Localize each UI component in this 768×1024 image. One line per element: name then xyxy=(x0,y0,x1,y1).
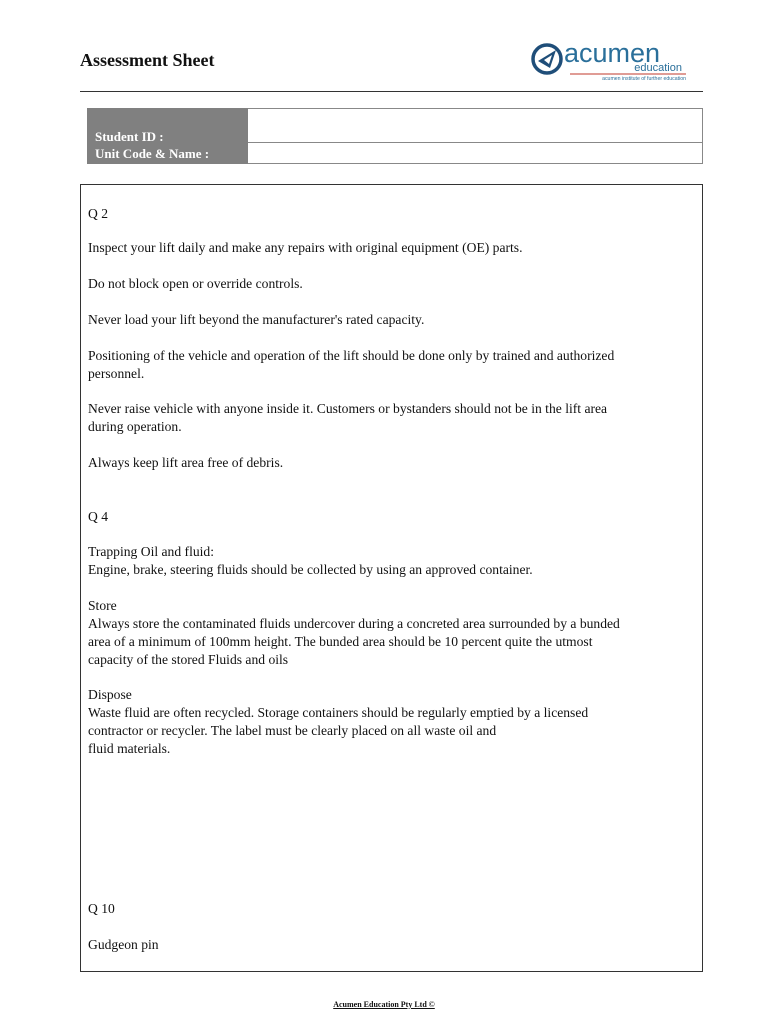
page-title: Assessment Sheet xyxy=(80,50,215,70)
q2-answer-paragraph: Always keep lift area free of debris. xyxy=(88,455,284,470)
logo-sub-text: education xyxy=(634,62,682,74)
logo-brand-text: acumen xyxy=(564,38,661,68)
student-id-label: Student ID : xyxy=(88,109,248,143)
logo-emblem-icon xyxy=(533,45,561,73)
footer-copyright: Acumen Education Pty Ltd © xyxy=(333,1000,435,1009)
q10-answer-paragraph: Gudgeon pin xyxy=(88,937,159,952)
q4-answer-paragraph: Dispose Waste fluid are often recycled. Storage containers should be regularly emptied by a licensed contractor or recycler. The label must be clearly placed on all waste oil and fluid materials. xyxy=(88,687,589,756)
unit-code-name-field[interactable] xyxy=(248,143,703,164)
q4-answer-paragraph: Trapping Oil and fluid: Engine, brake, steering fluids should be collected by using an approved container. xyxy=(88,544,533,577)
q2-answer-paragraph: Inspect your lift daily and make any repairs with original equipment (OE) parts. xyxy=(88,240,523,255)
q2-answer-paragraph: Do not block open or override controls. xyxy=(88,276,303,291)
q4-answer-paragraph: Store Always store the contaminated fluids undercover during a concreted area surrounded by a bunded area of a minimum of 100mm height. The bunded area should be 10 percent quite the utmost capacity of the stored Fluids and oils xyxy=(88,598,620,667)
acumen-logo xyxy=(530,38,690,82)
header-divider xyxy=(80,91,703,92)
q2-answer-paragraph: Positioning of the vehicle and operation of the lift should be done only by trained and authorized personnel. xyxy=(88,348,615,381)
answer-box xyxy=(80,184,703,972)
q2-answer-paragraph: Never raise vehicle with anyone inside it. Customers or bystanders should not be in the lift area during operation. xyxy=(88,401,608,434)
q2-heading: Q 2 xyxy=(88,206,109,221)
unit-code-name-label: Unit Code & Name : xyxy=(88,143,248,164)
q4-heading: Q 4 xyxy=(88,509,109,524)
logo-tagline-text: acumen institute of further education xyxy=(602,76,686,82)
student-id-field[interactable] xyxy=(248,109,703,143)
student-info-table xyxy=(87,108,703,164)
q2-answer-paragraph: Never load your lift beyond the manufacturer's rated capacity. xyxy=(88,312,425,327)
q10-heading: Q 10 xyxy=(88,901,115,916)
